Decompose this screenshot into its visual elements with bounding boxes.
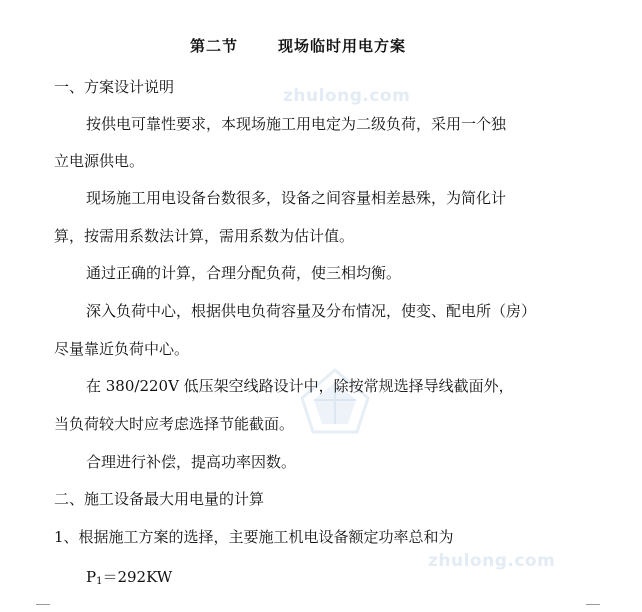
formula-total-power xyxy=(86,567,172,592)
paragraph-3: 通过正确的计算，合理分配负荷，使三相均衡。 xyxy=(86,264,402,282)
paragraph-4-line-1: 深入负荷中心，根据供电负荷容量及分布情况，使变、配电所（房） xyxy=(86,302,537,320)
margin-mark-right xyxy=(586,604,600,609)
heading-max-power-calc: 二、施工设备最大用电量的计算 xyxy=(54,490,265,508)
margin-mark-left xyxy=(36,604,50,609)
paragraph-1-line-2: 立电源供电。 xyxy=(54,152,145,170)
section-heading: 现场临时用电方案 xyxy=(278,37,407,55)
paragraph-2-line-2: 算，按需用系数法计算，需用系数为估计值。 xyxy=(54,227,355,245)
formula-value: ＝292KW xyxy=(102,568,173,586)
heading-design-notes: 一、方案设计说明 xyxy=(54,78,175,96)
watermark-text-top: zhulong.com xyxy=(283,86,411,106)
paragraph-7: 1、根据施工方案的选择，主要施工机电设备额定功率总和为 xyxy=(54,528,454,546)
formula-symbol: P xyxy=(86,568,97,586)
paragraph-1-line-1: 按供电可靠性要求，本现场施工用电定为二级负荷，采用一个独 xyxy=(86,115,507,133)
section-number: 第二节 xyxy=(190,37,239,55)
paragraph-4-line-2: 尽量靠近负荷中心。 xyxy=(54,340,190,358)
paragraph-6: 合理进行补偿，提高功率因数。 xyxy=(86,453,297,471)
paragraph-5-line-1: 在 380/220V 低压架空线路设计中，除按常规选择导线截面外， xyxy=(86,377,514,395)
formula-subscript: 1 xyxy=(96,576,103,587)
section-title xyxy=(190,36,406,56)
watermark-text-bottom: zhulong.com xyxy=(428,551,556,571)
paragraph-2-line-1: 现场施工用电设备台数很多，设备之间容量相差悬殊，为简化计 xyxy=(86,189,507,207)
paragraph-5-line-2: 当负荷较大时应考虑选择节能截面。 xyxy=(54,415,295,433)
